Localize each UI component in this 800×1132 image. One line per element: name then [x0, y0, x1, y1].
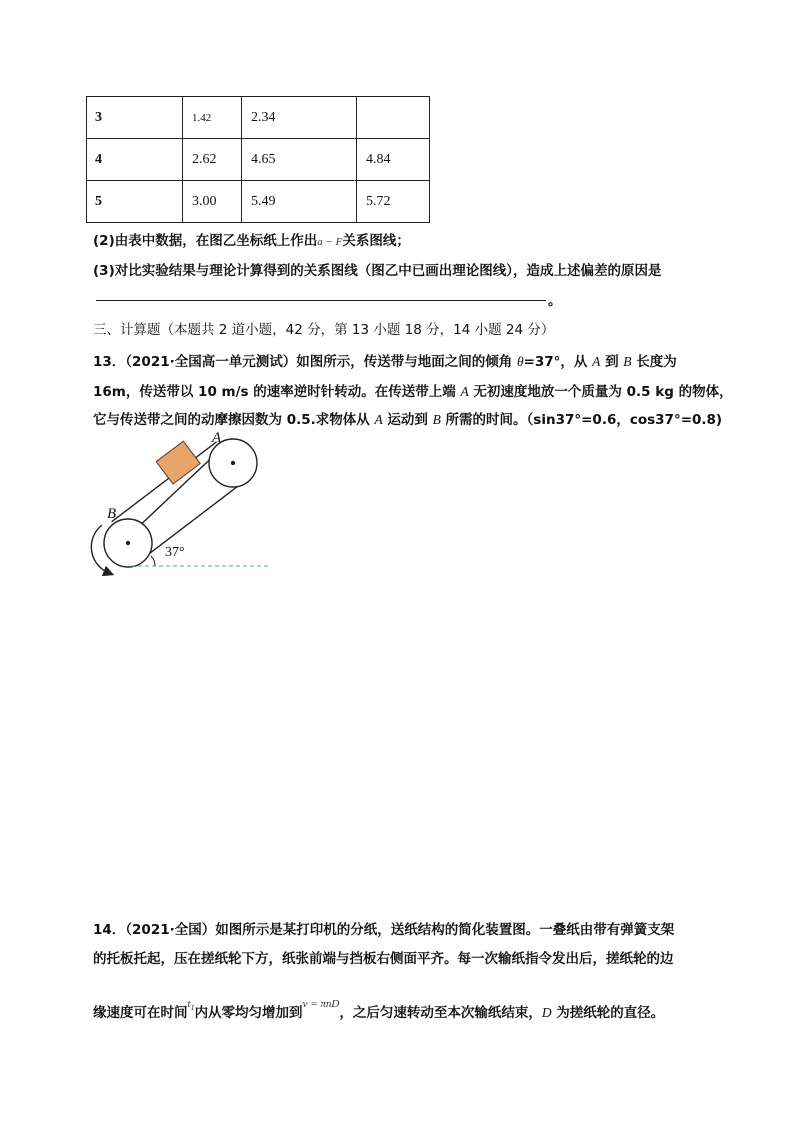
table-cell: 4.84 — [357, 139, 430, 181]
q13-point-a: A — [460, 384, 469, 399]
table-row — [87, 139, 430, 181]
q14-line-2: 的托板托起，压在搓纸轮下方，纸张前端与挡板右侧面平齐。每一次输纸指令发出后，搓纸轮的边 — [93, 951, 674, 967]
table-cell: 3 — [87, 97, 183, 139]
question-2 — [93, 229, 410, 249]
question-3: (3)对比实验结果与理论计算得到的关系图线（图乙中已画出理论图线），造成上述偏差的原因是 — [93, 263, 662, 279]
table-cell: 5.49 — [242, 181, 357, 223]
q14-text: 内从零均匀增加到 — [194, 1005, 303, 1021]
block — [156, 441, 200, 484]
label-b: B — [107, 506, 117, 522]
q13-text: 长度为 — [631, 354, 677, 370]
data-table — [86, 96, 430, 223]
belt-lower-line — [139, 481, 244, 561]
q13-theta: θ — [516, 354, 524, 369]
q2-text-end: 关系图线； — [342, 233, 410, 249]
q13-point-b: B — [623, 354, 632, 369]
pulley-b-axle — [126, 541, 130, 545]
q13-text: 16m，传送带以 10 m/s 的速率逆时针转动。在传送带上端 — [93, 384, 461, 400]
belt-upper-line — [112, 442, 217, 522]
q13-text: =37°，从 — [523, 354, 593, 370]
table-cell: 4.65 — [242, 139, 357, 181]
q13-text: 运动到 — [382, 412, 433, 428]
table-cell: 5 — [87, 181, 183, 223]
table-row — [87, 97, 430, 139]
q13-text: 所需的时间。（sin37°=0.6，cos37°=0.8) — [440, 412, 723, 428]
q13-text: 到 — [600, 354, 624, 370]
pulley-a-axle — [231, 461, 235, 465]
q13-text: 13．（2021·全国高一单元测试）如图所示，传送带与地面之间的倾角 — [93, 354, 517, 370]
table-cell: 2.34 — [242, 97, 357, 139]
q13-point-a: A — [374, 412, 383, 427]
table-cell: 5.72 — [357, 181, 430, 223]
section-heading: 三、计算题（本题共 2 道小题，42 分，第 13 小题 18 分，14 小题 24 分） — [93, 322, 555, 338]
q13-line-1 — [93, 350, 677, 370]
q14-t1 — [187, 998, 195, 1013]
q14-line-3 — [93, 998, 665, 1022]
q14-text: 缘速度可在时间 — [93, 1005, 188, 1021]
table-cell: 2.62 — [183, 139, 242, 181]
q2-formula: a − F — [317, 236, 343, 248]
table-row — [87, 181, 430, 223]
q2-text: (2)由表中数据，在图乙坐标纸上作出 — [93, 233, 318, 249]
angle-label: 37° — [165, 545, 185, 560]
q14-text: 为搓纸轮的直径。 — [551, 1005, 665, 1021]
table-cell: 1.42 — [183, 97, 242, 139]
q3-period: 。 — [548, 293, 562, 309]
q13-point-b: B — [432, 412, 441, 427]
q14-t-symbol: t — [187, 998, 191, 1010]
q13-text: 无初速度地放一个质量为 0.5 kg 的物体， — [468, 384, 733, 400]
q14-line-1: 14．（2021·全国）如图所示是某打印机的分纸，送纸结构的简化装置图。一叠纸由带有弹簧支架 — [93, 922, 675, 938]
table-cell — [357, 97, 430, 139]
q13-point-a: A — [592, 354, 601, 369]
q14-d-symbol: D — [541, 1005, 552, 1020]
q14-text: ，之后匀速转动至本次输纸结束， — [339, 1005, 542, 1021]
answer-blank-line — [96, 300, 546, 301]
table-cell: 3.00 — [183, 181, 242, 223]
q14-t-subscript: 1 — [190, 1003, 195, 1013]
angle-arc — [151, 556, 155, 566]
q14-formula: v = πnD — [302, 998, 340, 1010]
label-a: A — [212, 430, 222, 446]
table-cell: 4 — [87, 139, 183, 181]
q13-text: 它与传送带之间的动摩擦因数为 0.5.求物体从 — [93, 412, 375, 428]
q13-line-2 — [93, 380, 733, 400]
